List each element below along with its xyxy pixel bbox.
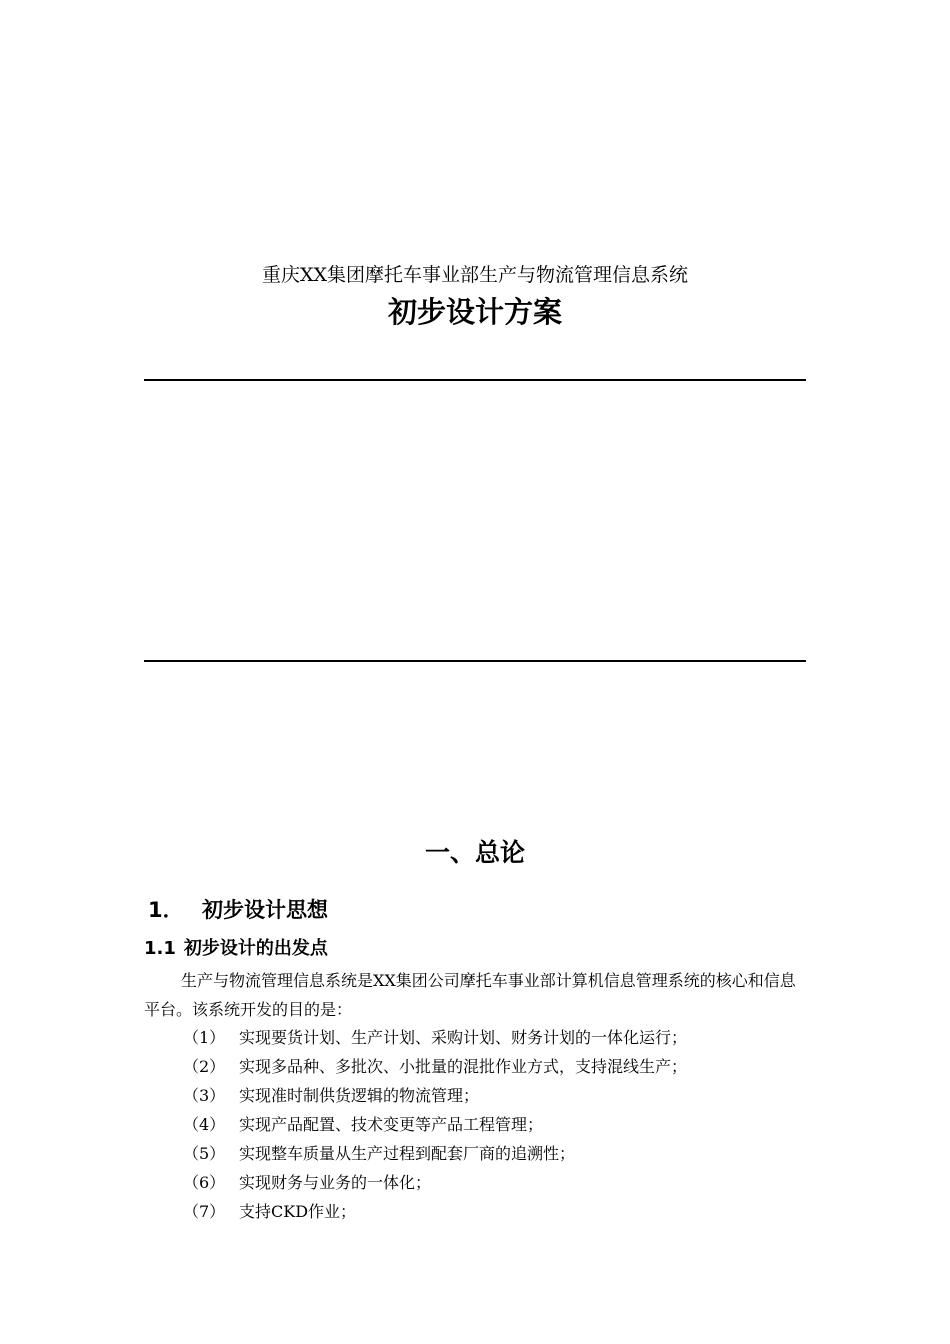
section-number: 1． xyxy=(148,898,184,922)
list-item-text: 支持CKD作业； xyxy=(239,1202,357,1221)
list-item xyxy=(183,1110,687,1139)
document-subtitle: 重庆XX集团摩托车事业部生产与物流管理信息系统 xyxy=(261,264,689,286)
top-divider xyxy=(144,379,806,381)
list-item xyxy=(183,1023,687,1052)
list-item xyxy=(183,1081,687,1110)
list-item-text: 实现准时制供货逻辑的物流管理； xyxy=(239,1086,480,1105)
list-item-text: 实现财务与业务的一体化； xyxy=(239,1173,432,1192)
section-title: 初步设计思想 xyxy=(202,898,328,922)
list-item xyxy=(183,1139,687,1168)
list-item xyxy=(183,1052,687,1081)
subsection-title: 初步设计的出发点 xyxy=(183,938,328,959)
intro-paragraph: 生产与物流管理信息系统是XX集团公司摩托车事业部计算机信息管理系统的核心和信息平台。该系统开发的目的是： xyxy=(144,971,796,1019)
list-item-number: （3） xyxy=(183,1086,226,1105)
list-item-number: （7） xyxy=(183,1202,226,1221)
chapter-heading: 一、总论 xyxy=(424,838,525,867)
list-item-number: （6） xyxy=(183,1173,226,1192)
list-item-text: 实现整车质量从生产过程到配套厂商的追溯性； xyxy=(239,1144,576,1163)
subsection-heading xyxy=(144,936,328,962)
list-item xyxy=(183,1197,687,1226)
list-item-number: （5） xyxy=(183,1144,226,1163)
list-item-text: 实现要货计划、生产计划、采购计划、财务计划的一体化运行； xyxy=(239,1028,688,1047)
list-item-text: 实现多品种、多批次、小批量的混批作业方式，支持混线生产； xyxy=(239,1057,688,1076)
document-title: 初步设计方案 xyxy=(387,295,562,329)
subsection-number: 1.1 xyxy=(144,938,176,959)
section-heading xyxy=(148,895,328,925)
list-item-number: （1） xyxy=(183,1028,226,1047)
bottom-divider xyxy=(144,660,806,662)
goals-list xyxy=(183,1023,687,1226)
list-item xyxy=(183,1168,687,1197)
list-item-number: （2） xyxy=(183,1057,226,1076)
list-item-text: 实现产品配置、技术变更等产品工程管理； xyxy=(239,1115,544,1134)
list-item-number: （4） xyxy=(183,1115,226,1134)
